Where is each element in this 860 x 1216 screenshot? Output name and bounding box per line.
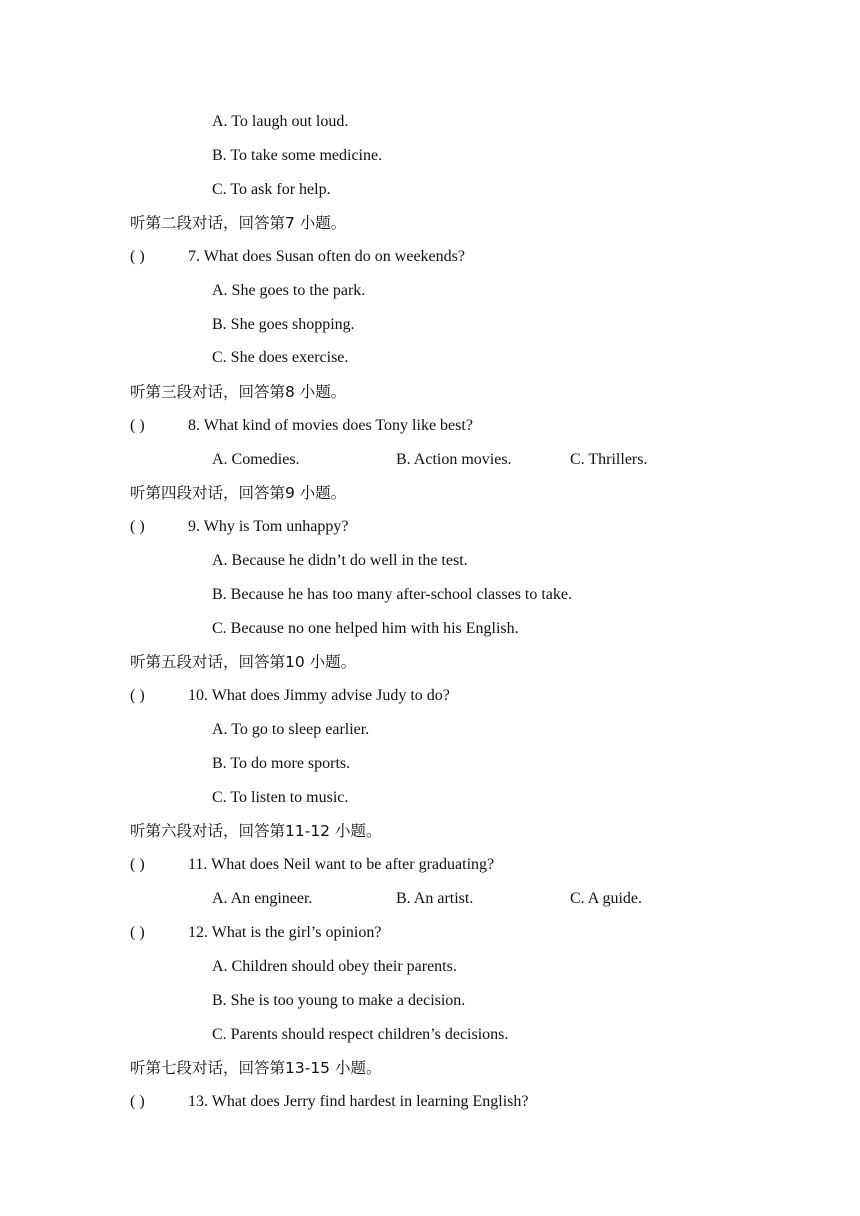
answer-blank[interactable]: ( ) — [130, 924, 145, 941]
q8-option-a: A. Comedies. — [212, 451, 300, 468]
q7-option-c: C. She does exercise. — [212, 349, 349, 366]
question-12 — [130, 923, 381, 943]
section-header: 听第二段对话，回答第7 小题。 — [130, 214, 347, 232]
q8-option-b: B. Action movies. — [396, 451, 512, 468]
q9-option-a: A. Because he didn’t do well in the test. — [212, 552, 468, 569]
question-text: 13. What does Jerry find hardest in learning English? — [188, 1093, 529, 1110]
question-text: 9. Why is Tom unhappy? — [188, 518, 349, 535]
answer-blank[interactable]: ( ) — [130, 518, 145, 535]
section-header: 听第五段对话，回答第10 小题。 — [130, 653, 357, 671]
section-header: 听第四段对话，回答第9 小题。 — [130, 484, 347, 502]
q10-option-c: C. To listen to music. — [212, 789, 349, 806]
q8-option-c: C. Thrillers. — [570, 451, 648, 468]
q9-option-b: B. Because he has too many after-school classes to take. — [212, 586, 573, 603]
q11-option-b: B. An artist. — [396, 890, 474, 907]
answer-blank[interactable]: ( ) — [130, 1093, 145, 1110]
question-11 — [130, 855, 494, 875]
q12-option-c: C. Parents should respect children’s decisions. — [212, 1026, 509, 1043]
question-10 — [130, 686, 450, 706]
question-text: 8. What kind of movies does Tony like best? — [188, 417, 473, 434]
answer-blank[interactable]: ( ) — [130, 417, 145, 434]
q12-option-a: A. Children should obey their parents. — [212, 958, 457, 975]
question-13 — [130, 1092, 529, 1112]
q6-option-b: B. To take some medicine. — [212, 147, 383, 164]
question-text: 7. What does Susan often do on weekends? — [188, 248, 465, 265]
q9-option-c: C. Because no one helped him with his English. — [212, 620, 519, 637]
q6-option-c: C. To ask for help. — [212, 181, 331, 198]
q11-option-a: A. An engineer. — [212, 890, 313, 907]
section-header: 听第六段对话，回答第11-12 小题。 — [130, 822, 382, 840]
question-8 — [130, 416, 473, 436]
question-text: 11. What does Neil want to be after graduating? — [188, 856, 495, 873]
q11-option-c: C. A guide. — [570, 890, 643, 907]
question-7 — [130, 247, 465, 267]
answer-blank[interactable]: ( ) — [130, 248, 145, 265]
q7-option-b: B. She goes shopping. — [212, 316, 355, 333]
q10-option-a: A. To go to sleep earlier. — [212, 721, 370, 738]
question-9 — [130, 517, 349, 537]
answer-blank[interactable]: ( ) — [130, 856, 145, 873]
section-header: 听第七段对话，回答第13-15 小题。 — [130, 1059, 382, 1077]
q10-option-b: B. To do more sports. — [212, 755, 351, 772]
answer-blank[interactable]: ( ) — [130, 687, 145, 704]
q6-option-a: A. To laugh out loud. — [212, 113, 349, 130]
q12-option-b: B. She is too young to make a decision. — [212, 992, 466, 1009]
q7-option-a: A. She goes to the park. — [212, 282, 366, 299]
question-text: 12. What is the girl’s opinion? — [188, 924, 382, 941]
section-header: 听第三段对话，回答第8 小题。 — [130, 383, 347, 401]
question-text: 10. What does Jimmy advise Judy to do? — [188, 687, 450, 704]
